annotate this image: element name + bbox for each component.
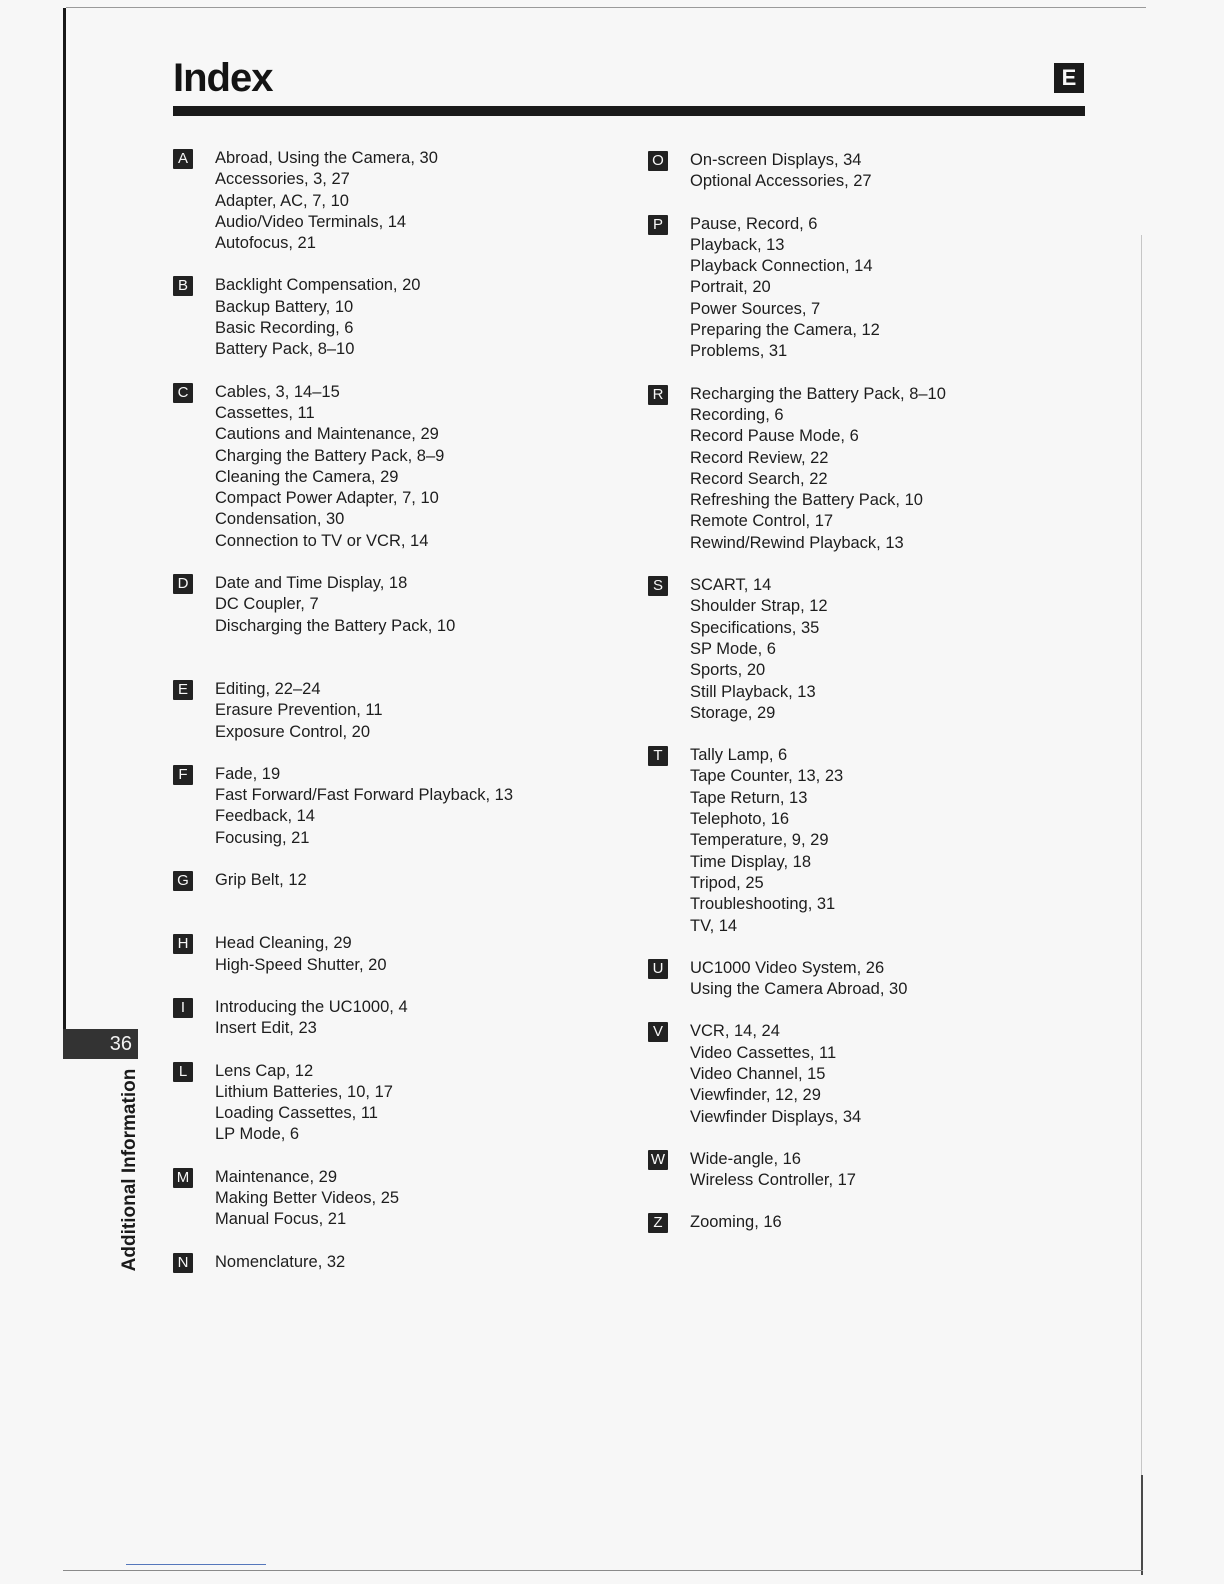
index-column-left [173, 127, 593, 1273]
index-entry: Date and Time Display, 18 [215, 574, 408, 593]
index-entry-list [690, 384, 1068, 554]
index-entry: Head Cleaning, 29 [215, 934, 352, 953]
index-group-v [648, 1021, 1068, 1127]
index-entry-list [690, 958, 1068, 1001]
index-entry: Cleaning the Camera, 29 [215, 467, 399, 486]
index-entry: Tape Return, 13 [690, 788, 808, 807]
index-entry: Problems, 31 [690, 342, 788, 361]
index-entry-list [215, 573, 593, 637]
page-number-tab: 36 [63, 1029, 138, 1059]
index-entry-list [690, 214, 1068, 363]
index-entry: Lens Cap, 12 [215, 1061, 314, 1080]
index-group-z [648, 1212, 1068, 1233]
index-group-g [173, 870, 593, 891]
index-entry: Viewfinder, 12, 29 [690, 1086, 821, 1105]
index-entry: Maintenance, 29 [215, 1167, 338, 1186]
index-entry: Power Sources, 7 [690, 299, 821, 318]
index-group-f [173, 764, 593, 849]
index-entry: Record Review, 22 [690, 448, 829, 467]
index-letter-badge: O [648, 151, 668, 171]
index-entry-list [215, 275, 593, 360]
index-entry-list [215, 1252, 593, 1273]
index-entry: On-screen Displays, 34 [690, 151, 862, 169]
page-edge-left [63, 8, 66, 1032]
index-entry: Backup Battery, 10 [215, 297, 354, 316]
index-entry-list [215, 1061, 593, 1146]
index-group-r [648, 384, 1068, 554]
index-entry: Video Channel, 15 [690, 1064, 826, 1083]
index-entry-list [215, 997, 593, 1040]
index-entry-list [215, 382, 593, 552]
index-letter-badge: G [173, 871, 193, 891]
index-entry: SP Mode, 6 [690, 639, 776, 658]
index-entry: Connection to TV or VCR, 14 [215, 531, 429, 550]
page-edge-bottom [63, 1570, 1143, 1571]
index-entry: Cassettes, 11 [215, 403, 315, 422]
index-entry-list [215, 870, 593, 891]
index-entry: Preparing the Camera, 12 [690, 321, 880, 340]
index-entry: Basic Recording, 6 [215, 319, 354, 338]
index-entry: Loading Cassettes, 11 [215, 1104, 378, 1123]
index-entry: DC Coupler, 7 [215, 595, 319, 614]
index-entry-list [690, 745, 1068, 937]
index-group-c [173, 382, 593, 552]
index-entry: Troubleshooting, 31 [690, 895, 836, 914]
index-entry: Video Cassettes, 11 [690, 1043, 837, 1062]
index-entry: Battery Pack, 8–10 [215, 340, 355, 359]
index-entry: Manual Focus, 21 [215, 1210, 347, 1229]
index-letter-badge: A [173, 149, 193, 169]
index-letter-badge: W [648, 1150, 668, 1170]
language-badge: E [1054, 63, 1084, 93]
index-group-n [173, 1252, 593, 1273]
index-entry: High-Speed Shutter, 20 [215, 955, 387, 974]
index-letter-badge: H [173, 934, 193, 954]
index-entry: Recharging the Battery Pack, 8–10 [690, 384, 946, 403]
index-entry: UC1000 Video System, 26 [690, 958, 885, 977]
index-entry: Playback, 13 [690, 235, 785, 254]
index-entry: Exposure Control, 20 [215, 722, 371, 741]
index-entry: Remote Control, 17 [690, 512, 834, 531]
index-entry: Discharging the Battery Pack, 10 [215, 616, 456, 635]
index-group-a [173, 148, 593, 254]
index-group-i [173, 997, 593, 1040]
index-group-u [648, 958, 1068, 1001]
index-entry: Accessories, 3, 27 [215, 170, 350, 189]
index-entry: Introducing the UC1000, 4 [215, 997, 408, 1016]
index-entry-list [215, 679, 593, 743]
index-entry: VCR, 14, 24 [690, 1022, 780, 1041]
index-entry: Tape Counter, 13, 23 [690, 767, 844, 786]
index-group-o [648, 150, 1068, 193]
index-entry: Record Search, 22 [690, 469, 828, 488]
index-entry: Optional Accessories, 27 [690, 172, 872, 191]
index-entry: Wireless Controller, 17 [690, 1171, 856, 1190]
index-letter-badge: T [648, 746, 668, 766]
page-edge-top [66, 7, 1146, 8]
index-entry: Fast Forward/Fast Forward Playback, 13 [215, 786, 514, 805]
page-title: Index [173, 56, 273, 100]
index-group-h [173, 933, 593, 976]
index-entry: SCART, 14 [690, 576, 772, 595]
index-group-b [173, 275, 593, 360]
index-entry: Telephoto, 16 [690, 810, 790, 829]
page-edge-right-mark [1141, 1475, 1143, 1575]
index-entry: Temperature, 9, 29 [690, 831, 829, 850]
index-entry: Portrait, 20 [690, 278, 771, 297]
index-entry: Focusing, 21 [215, 828, 310, 847]
index-entry: Sports, 20 [690, 661, 766, 680]
index-group-s [648, 575, 1068, 724]
index-entry: TV, 14 [690, 916, 738, 935]
index-entry: Editing, 22–24 [215, 679, 321, 698]
index-letter-badge: C [173, 383, 193, 403]
index-entry: Abroad, Using the Camera, 30 [215, 149, 438, 167]
index-entry: Rewind/Rewind Playback, 13 [690, 533, 904, 552]
index-letter-badge: S [648, 576, 668, 596]
index-letter-badge: N [173, 1253, 193, 1273]
index-letter-badge: D [173, 574, 193, 594]
index-entry: Viewfinder Displays, 34 [690, 1107, 862, 1126]
index-entry-list [690, 575, 1068, 724]
index-entry: Tripod, 25 [690, 873, 764, 892]
index-entry: Wide-angle, 16 [690, 1149, 801, 1168]
index-group-e [173, 679, 593, 743]
index-group-m [173, 1167, 593, 1231]
index-letter-badge: P [648, 215, 668, 235]
index-entry: Cautions and Maintenance, 29 [215, 425, 439, 444]
index-entry: Storage, 29 [690, 703, 776, 722]
index-entry: Record Pause Mode, 6 [690, 427, 859, 446]
section-label: Additional Information [119, 1068, 140, 1272]
index-entry: Charging the Battery Pack, 8–9 [215, 446, 445, 465]
index-entry: Using the Camera Abroad, 30 [690, 980, 908, 999]
index-entry: Lithium Batteries, 10, 17 [215, 1082, 393, 1101]
index-entry: Pause, Record, 6 [690, 214, 818, 233]
index-entry: Specifications, 35 [690, 618, 820, 637]
index-letter-badge: E [173, 680, 193, 700]
index-entry: Zooming, 16 [690, 1213, 782, 1232]
index-entry: Playback Connection, 14 [690, 257, 873, 276]
index-letter-badge: I [173, 998, 193, 1018]
index-entry: Making Better Videos, 25 [215, 1188, 400, 1207]
index-entry: Still Playback, 13 [690, 682, 816, 701]
index-entry: Compact Power Adapter, 7, 10 [215, 489, 439, 508]
index-entry-list [690, 150, 1068, 193]
index-entry-list [215, 1167, 593, 1231]
index-group-w [648, 1149, 1068, 1192]
index-letter-badge: Z [648, 1213, 668, 1233]
index-letter-badge: U [648, 959, 668, 979]
index-entry: Tally Lamp, 6 [690, 746, 788, 765]
index-column-right [648, 129, 1068, 1234]
index-entry: Autofocus, 21 [215, 234, 316, 253]
index-entry: Erasure Prevention, 11 [215, 701, 383, 720]
index-entry-list [690, 1021, 1068, 1127]
index-letter-badge: V [648, 1022, 668, 1042]
title-rule [173, 106, 1085, 116]
index-entry-list [215, 764, 593, 849]
index-letter-badge: R [648, 385, 668, 405]
index-entry: Audio/Video Terminals, 14 [215, 212, 407, 231]
index-entry-list [690, 1149, 1068, 1192]
index-letter-badge: B [173, 276, 193, 296]
scan-mark [126, 1564, 266, 1565]
index-entry: Insert Edit, 23 [215, 1019, 317, 1038]
index-entry: Condensation, 30 [215, 510, 345, 529]
index-group-l [173, 1061, 593, 1146]
index-entry-list [215, 933, 593, 976]
index-group-t [648, 745, 1068, 937]
index-group-d [173, 573, 593, 637]
index-letter-badge: F [173, 765, 193, 785]
index-entry: Backlight Compensation, 20 [215, 276, 421, 295]
index-entry: Grip Belt, 12 [215, 871, 307, 890]
index-group-p [648, 214, 1068, 363]
index-entry: Cables, 3, 14–15 [215, 382, 340, 401]
index-entry: Fade, 19 [215, 764, 281, 783]
index-entry: Time Display, 18 [690, 852, 812, 871]
index-entry: Refreshing the Battery Pack, 10 [690, 491, 923, 510]
index-entry: Recording, 6 [690, 405, 784, 424]
index-entry: LP Mode, 6 [215, 1125, 300, 1144]
index-entry: Nomenclature, 32 [215, 1252, 346, 1271]
index-entry: Adapter, AC, 7, 10 [215, 191, 349, 210]
index-entry-list [215, 148, 593, 254]
index-entry: Feedback, 14 [215, 807, 315, 826]
index-entry: Shoulder Strap, 12 [690, 597, 828, 616]
page-edge-right [1141, 235, 1142, 1575]
index-letter-badge: L [173, 1062, 193, 1082]
index-entry-list [690, 1212, 1068, 1233]
index-letter-badge: M [173, 1168, 193, 1188]
